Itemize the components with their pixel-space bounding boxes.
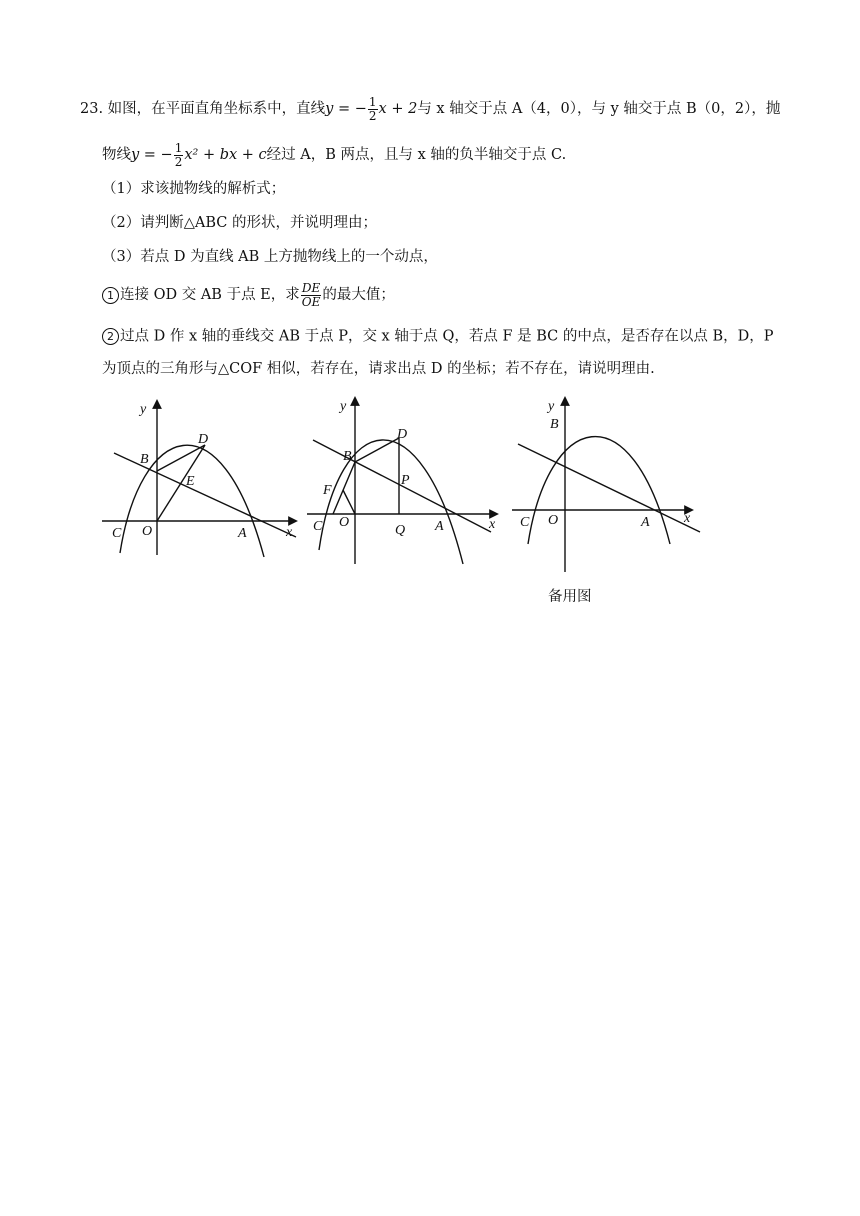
segment-bd bbox=[157, 445, 205, 471]
fraction-de-oe: $\frac{DE}{OE}$ bbox=[301, 281, 321, 309]
subquestion-2 bbox=[102, 328, 774, 345]
line-equation: y = − bbox=[325, 101, 367, 118]
problem-line-2 bbox=[102, 142, 566, 168]
subquestion-1 bbox=[102, 282, 395, 308]
problem-line-1 bbox=[80, 96, 780, 122]
line-ab bbox=[518, 444, 700, 532]
label-b: B bbox=[343, 449, 352, 464]
segment-bd bbox=[355, 438, 399, 462]
parabola-equation: y = − bbox=[131, 147, 173, 164]
label-a: A bbox=[238, 526, 247, 541]
label-c: C bbox=[112, 526, 122, 541]
figure-2 bbox=[305, 392, 505, 567]
label-b: B bbox=[140, 452, 149, 467]
label-d: D bbox=[198, 432, 209, 447]
label-d: D bbox=[397, 427, 408, 442]
figure-1 bbox=[100, 395, 300, 565]
parabola bbox=[319, 440, 463, 564]
label-a: A bbox=[435, 519, 444, 534]
label-x: x bbox=[489, 517, 496, 532]
segment-of bbox=[343, 490, 355, 514]
label-y: y bbox=[140, 402, 147, 417]
label-c: C bbox=[520, 515, 530, 530]
label-a: A bbox=[641, 515, 650, 530]
fraction-half-2: $\frac{1}{2}$ bbox=[174, 141, 183, 169]
problem-intro-rest: 与 x 轴交于点 A（4，0），与 y 轴交于点 B（0，2），抛 bbox=[417, 101, 781, 118]
question-2: （2）请判断△ABC 的形状，并说明理由； bbox=[102, 215, 377, 231]
label-o: O bbox=[339, 515, 350, 530]
label-e: E bbox=[186, 474, 195, 489]
parabola-intro: 物线 bbox=[102, 147, 131, 164]
label-x: x bbox=[684, 511, 691, 526]
label-b: B bbox=[550, 417, 559, 432]
problem-intro: 如图，在平面直角坐标系中，直线 bbox=[107, 101, 326, 118]
subquestion-1-text: 连接 OD 交 AB 于点 E，求 bbox=[120, 287, 300, 304]
label-o: O bbox=[548, 513, 559, 528]
parabola-intro-rest: 经过 A，B 两点，且与 x 轴的负半轴交于点 C. bbox=[266, 147, 567, 164]
circled-number-2: 2 bbox=[102, 328, 119, 345]
subquestion-1-rest: 的最大值； bbox=[322, 287, 395, 304]
label-c: C bbox=[313, 519, 323, 534]
label-p: P bbox=[401, 473, 410, 488]
subquestion-2-cont: 为顶点的三角形与△COF 相似，若存在，请求出点 D 的坐标；若不存在，请说明理由. bbox=[102, 361, 655, 377]
problem-number: 23. bbox=[80, 101, 104, 118]
label-y: y bbox=[548, 399, 555, 414]
fraction-half: $\frac{1}{2}$ bbox=[368, 95, 377, 123]
label-f: F bbox=[323, 483, 332, 498]
question-3: （3）若点 D 为直线 AB 上方抛物线上的一个动点， bbox=[102, 249, 438, 265]
line-equation-rest: x + 2 bbox=[378, 101, 418, 118]
label-x: x bbox=[286, 525, 293, 540]
label-o: O bbox=[142, 524, 153, 539]
subquestion-2-text: 过点 D 作 x 轴的垂线交 AB 于点 P，交 x 轴于点 Q，若点 F 是 BC 的中点，是否存在以点 B，D，P bbox=[120, 328, 774, 345]
spare-figure-caption: 备用图 bbox=[548, 589, 592, 605]
circled-number-1: 1 bbox=[102, 287, 119, 304]
label-q: Q bbox=[395, 523, 406, 538]
question-1: （1）求该抛物线的解析式； bbox=[102, 181, 286, 197]
parabola-equation-rest: x² + bx + c bbox=[184, 147, 267, 164]
segment-od bbox=[157, 445, 205, 521]
label-y: y bbox=[340, 399, 347, 414]
figure-3 bbox=[510, 392, 710, 572]
